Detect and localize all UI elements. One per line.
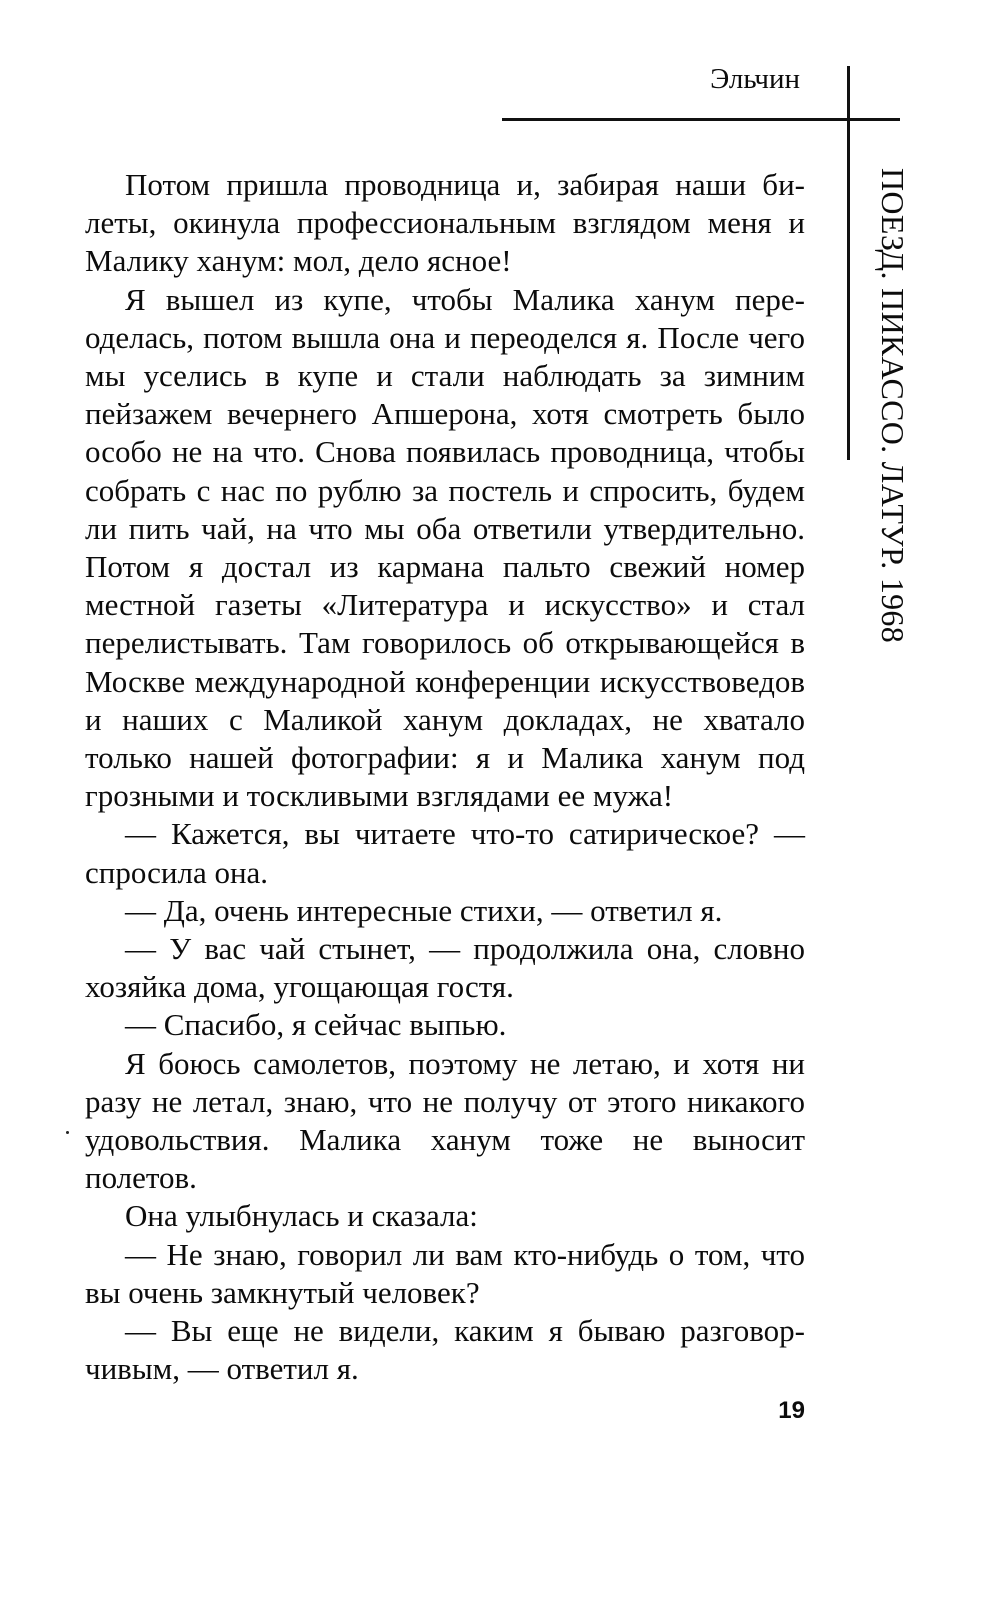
paragraph: Она улыбнулась и сказала:	[125, 1198, 478, 1234]
paragraph: — У вас чай стынет, — продолжила она, словно хозяйка дома, угощающая гостя.	[85, 931, 805, 1005]
paragraph: — Спасибо, я сейчас выпью.	[125, 1007, 507, 1043]
header-rule	[502, 118, 900, 121]
paragraph: — Кажется, вы читаете что-то сатирическое? — спросила она.	[85, 816, 805, 890]
body-text	[85, 166, 805, 1389]
paragraph: Я боюсь самолетов, поэтому не летаю, и хотя ни разу не летал, знаю, что не получу от этого никакого удовольствия. Малика ханум тоже не выносит полетов.	[85, 1045, 805, 1196]
side-rule	[847, 66, 850, 460]
paragraph: — Да, очень интересные стихи, — ответил я.	[125, 892, 723, 928]
page-number: 19	[778, 1397, 805, 1424]
print-speck	[66, 1131, 69, 1134]
paragraph: — Вы еще не видели, каким я бываю разговорчивым, — ответил я.	[85, 1313, 805, 1387]
paragraph: Я вышел из купе, чтобы Малика ханум переоделась, потом вышла она и переоделся я. После чего мы уселись в купе и стали наблюдать за зимним пейзажем вечернего Апшерона, хотя смотреть было особо не на что. Снова появилась проводница, чтобы собрать с нас по рублю за постель и спросить, будем ли пить чай, на что мы оба ответили утвердительно. Потом я достал из кармана пальто свежий номер местной газеты «Литература и искусство» и стал перелистывать. Там говорилось об открывающейся в Москве международной конференции искусствоведов и наших с Маликой ханум докладах, не хватало только нашей фотографии: я и Малика ханум под грозными и тоскливыми взглядами ее мужа!	[85, 281, 805, 814]
side-running-title: ПОЕЗД. ПИКАССО. ЛАТУР. 1968	[875, 168, 911, 644]
running-head-author: Эльчин	[710, 63, 800, 95]
paragraph: Потом пришла проводница и, забирая наши билеты, окинула профессиональным взглядом меня и Малику ханум: мол, дело ясное!	[85, 167, 805, 279]
paragraph: — Не знаю, говорил ли вам кто-нибудь о том, что вы очень замкнутый человек?	[85, 1236, 805, 1310]
